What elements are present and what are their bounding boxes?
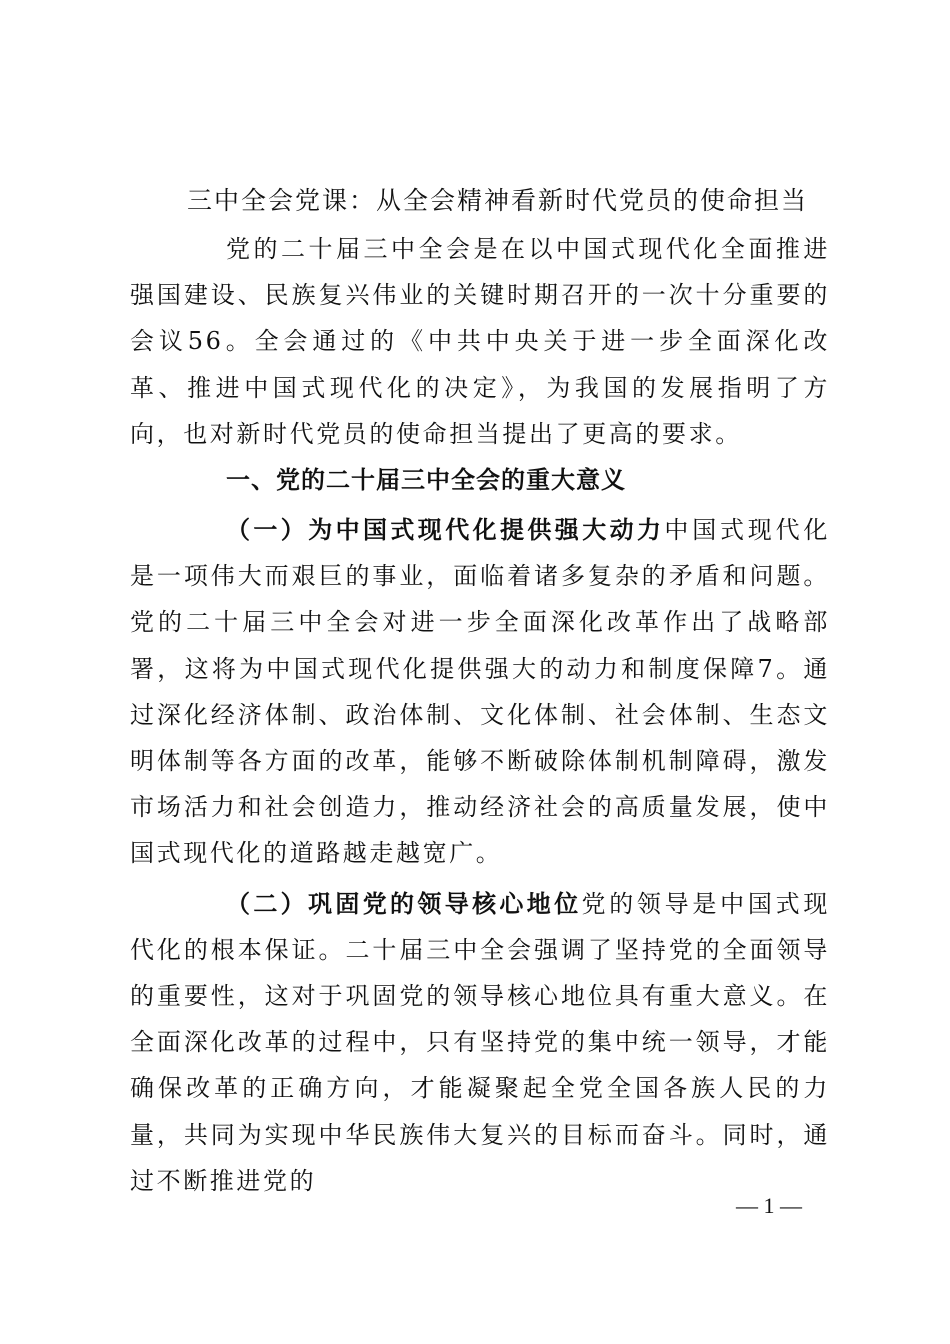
item-1-text: 中国式现代化是一项伟大而艰巨的事业，面临着诸多复杂的矛盾和问题。党的二十届三中全会对进一步全面深化改革作出了战略部署，这将为中国式现代化提供强大的动力和制度保障7。通过深化经济体制、政治体制、文化体制、社会体制、生态文明体制等各方面的改革，能够不断破除体制机制障碍，激发市场活力和社会创造力，推动经济社会的高质量发展，使中国式现代化的道路越走越宽广。 <box>130 516 830 868</box>
subheading-1: （一）为中国式现代化提供强大动力 <box>226 516 665 545</box>
document-title: 三中全会党课：从全会精神看新时代党员的使命担当 <box>187 186 809 215</box>
document-body <box>130 226 830 1204</box>
section-1-item-2 <box>130 881 830 1204</box>
subheading-2: （二）巩固党的领导核心地位 <box>226 889 582 918</box>
section-heading-1: 一、党的二十届三中全会的重大意义 <box>226 466 626 495</box>
section-1-item-1 <box>130 507 830 877</box>
intro-paragraph: 党的二十届三中全会是在以中国式现代化全面推进强国建设、民族复兴伟业的关键时期召开的一次十分重要的会议56。全会通过的《中共中央关于进一步全面深化改革、推进中国式现代化的决定》，为我国的发展指明了方向，也对新时代党员的使命担当提出了更高的要求。 <box>130 235 830 448</box>
item-2-text: 党的领导是中国式现代化的根本保证。二十届三中全会强调了坚持党的全面领导的重要性，这对于巩固党的领导核心地位具有重大意义。在全面深化改革的过程中，只有坚持党的集中统一领导，才能确保改革的正确方向，才能凝聚起全党全国各族人民的力量，共同为实现中华民族伟大复兴的目标而奋斗。同时，通过不断推进党的 <box>130 889 830 1195</box>
page-number: — 1 — <box>736 1193 802 1218</box>
